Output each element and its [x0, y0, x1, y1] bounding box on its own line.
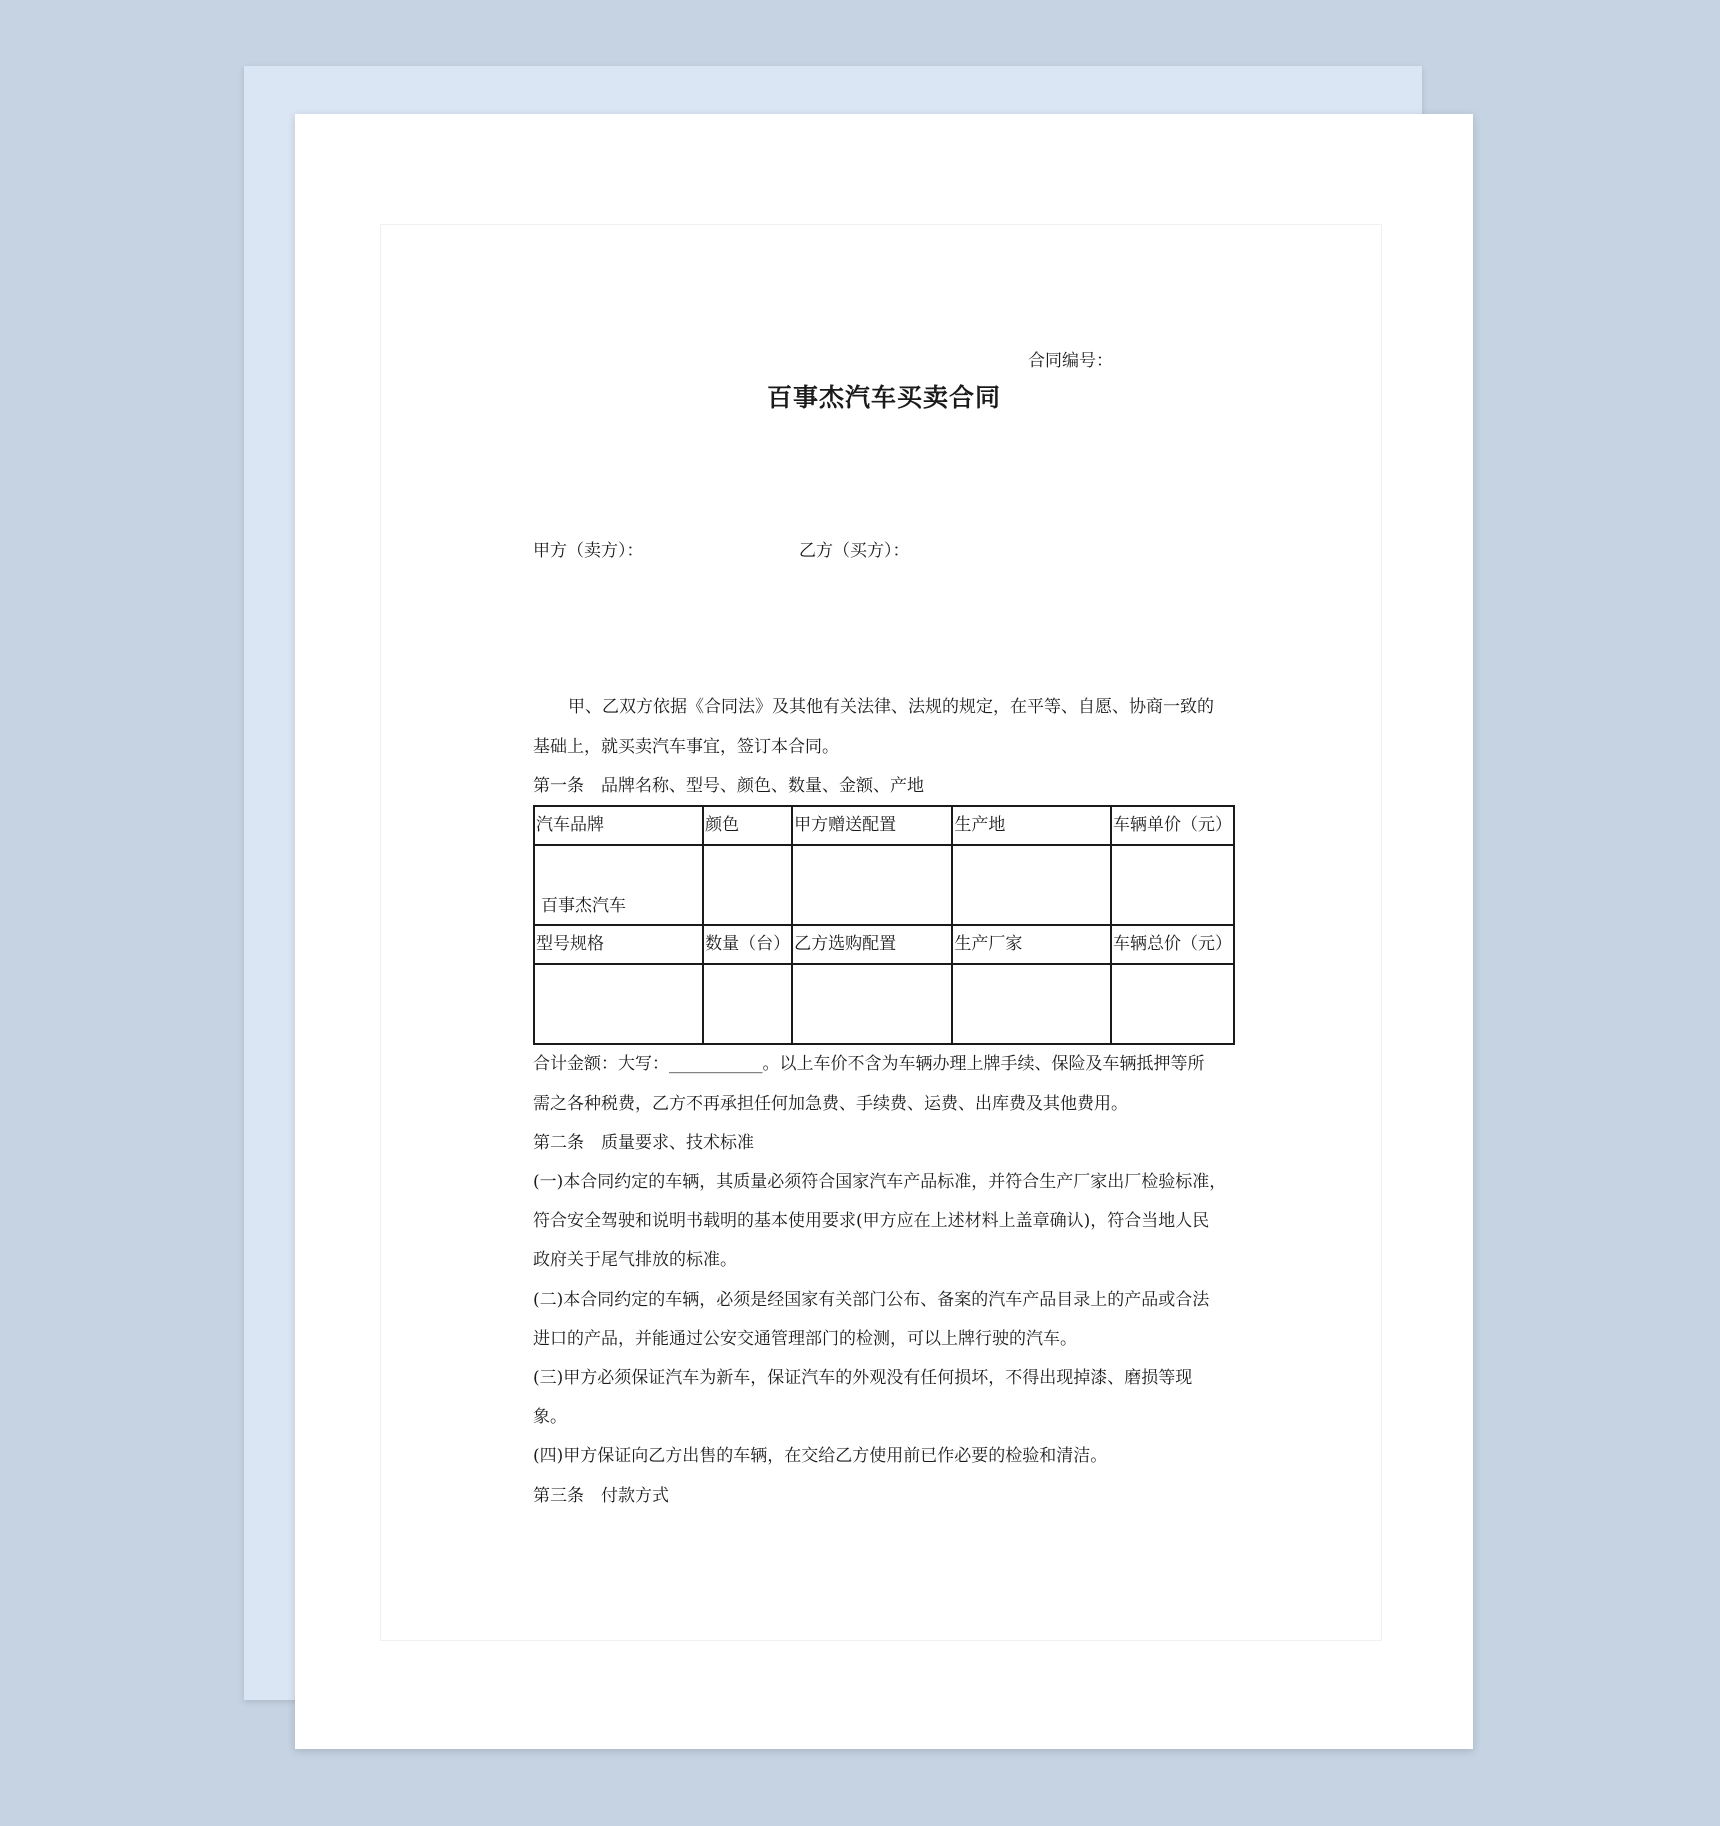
paragraph-line: (四)甲方保证向乙方出售的车辆，在交给乙方使用前已作必要的检验和清洁。	[533, 1446, 1108, 1466]
table-cell	[952, 964, 1111, 1044]
table-header-cell: 车辆总价（元）	[1111, 925, 1234, 964]
document-page	[295, 114, 1473, 1749]
paragraph-line: (一)本合同约定的车辆，其质量必须符合国家汽车产品标准，并符合生产厂家出厂检验标准，	[533, 1172, 1227, 1192]
paragraph-line: 象。	[533, 1407, 567, 1427]
vehicle-spec-table	[533, 805, 1235, 1045]
table-cell	[792, 964, 952, 1044]
table-row	[534, 806, 1234, 845]
paragraph-line: (二)本合同约定的车辆，必须是经国家有关部门公布、备案的汽车产品目录上的产品或合法	[533, 1290, 1210, 1310]
table-header-cell: 生产厂家	[952, 925, 1111, 964]
table-cell	[1111, 964, 1234, 1044]
brand-value-cell	[534, 845, 703, 925]
table-cell	[703, 964, 792, 1044]
table-cell	[1111, 845, 1234, 925]
page-title: 百事杰汽车买卖合同	[766, 383, 1001, 412]
table-header-cell: 颜色	[703, 806, 792, 845]
paragraph-line: 政府关于尾气排放的标准。	[533, 1250, 737, 1270]
table-header-cell: 汽车品牌	[534, 806, 703, 845]
article-heading: 第二条 质量要求、技术标准	[533, 1133, 754, 1153]
paragraph-line: 需之各种税费，乙方不再承担任何加急费、手续费、运费、出库费及其他费用。	[533, 1094, 1128, 1114]
intro-paragraph-line: 甲、乙双方依据《合同法》及其他有关法律、法规的规定，在平等、自愿、协商一致的	[568, 697, 1214, 717]
table-cell	[952, 845, 1111, 925]
paragraph-line: 进口的产品，并能通过公安交通管理部门的检测，可以上牌行驶的汽车。	[533, 1329, 1077, 1349]
table-row	[534, 964, 1234, 1044]
table-header-cell: 甲方赠送配置	[792, 806, 952, 845]
article-heading: 第三条 付款方式	[533, 1486, 669, 1506]
table-row	[534, 845, 1234, 925]
table-header-cell: 乙方选购配置	[792, 925, 952, 964]
table-cell	[534, 964, 703, 1044]
table-header-cell: 生产地	[952, 806, 1111, 845]
intro-paragraph-line: 基础上，就买卖汽车事宜，签订本合同。	[533, 737, 839, 757]
brand-value: 百事杰汽车	[541, 896, 626, 916]
paragraph-line: (三)甲方必须保证汽车为新车，保证汽车的外观没有任何损坏，不得出现掉漆、磨损等现	[533, 1368, 1193, 1388]
party-a-label: 甲方（卖方）：	[533, 541, 644, 561]
paragraph-line: 符合安全驾驶和说明书载明的基本使用要求(甲方应在上述材料上盖章确认)，符合当地人民	[533, 1211, 1210, 1231]
total-amount-line: 合计金额：大写：___________。以上车价不含为车辆办理上牌手续、保险及车辆抵押等所	[533, 1054, 1205, 1074]
table-cell	[703, 845, 792, 925]
table-row	[534, 925, 1234, 964]
party-b-label: 乙方（买方）：	[799, 541, 910, 561]
table-header-cell: 数量（台）	[703, 925, 792, 964]
table-header-cell: 型号规格	[534, 925, 703, 964]
contract-number-label: 合同编号：	[1028, 351, 1113, 371]
table-cell	[792, 845, 952, 925]
article-heading: 第一条 品牌名称、型号、颜色、数量、金额、产地	[533, 776, 924, 796]
table-header-cell: 车辆单价（元）	[1111, 806, 1234, 845]
